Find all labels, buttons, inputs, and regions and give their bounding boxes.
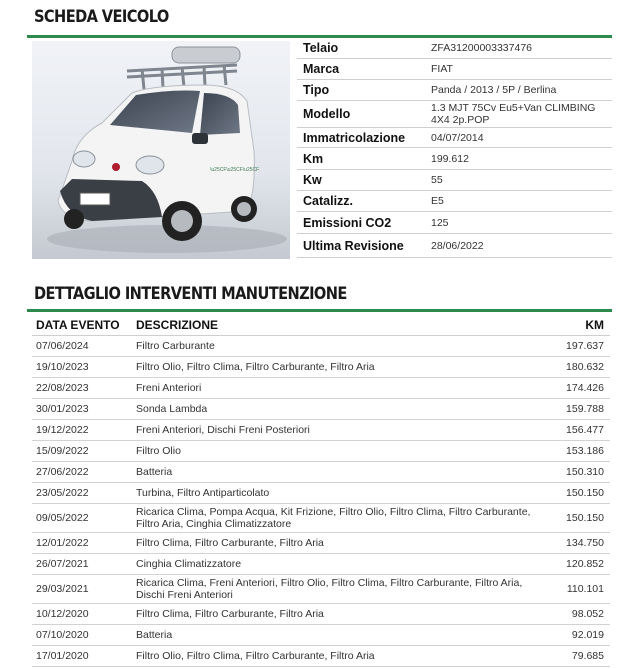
row-km: 120.852 [566,558,604,570]
row-description: Batteria [136,629,173,641]
table-row [32,604,610,625]
spec-label: Modello [303,107,351,121]
row-description: Freni Anteriori [136,382,202,394]
table-row [32,625,610,646]
row-date: 30/01/2023 [36,403,89,415]
row-description: Ricarica Clima, Freni Anteriori, Filtro Olio, Filtro Clima, Filtro Carburante, Filtro Aria, Dischi Freni Anteriori [136,577,523,601]
spec-label: Ultima Revisione [303,238,404,253]
table-row [32,441,610,462]
vehicle-spec-table [297,38,612,258]
spec-label: Km [303,151,324,166]
row-km: 180.632 [566,361,604,373]
row-date: 26/07/2021 [36,558,89,570]
row-date: 07/06/2024 [36,340,89,352]
spec-value: 55 [431,174,443,186]
row-description: Filtro Olio [136,445,181,457]
spec-label: Telaio [303,41,339,55]
row-date: 09/05/2022 [36,512,89,524]
spec-row-kw [297,170,612,191]
row-km: 92.019 [571,629,604,641]
row-date: 15/09/2022 [36,445,89,457]
row-description: Ricarica Clima, Pompa Acqua, Kit Frizione, Filtro Olio, Filtro Clima, Filtro Carburante, Filtro Aria, Cinghia Climatizzatore [136,506,531,530]
table-row [32,399,610,420]
row-description: Filtro Clima, Filtro Carburante, Filtro Aria [136,537,324,549]
row-date: 17/01/2020 [36,650,89,662]
header-description: DESCRIZIONE [136,317,219,332]
table-row [32,646,610,667]
spec-row-tipo [297,80,612,101]
spec-value: E5 [431,195,444,207]
row-description: Cinghia Climatizzatore [136,558,242,570]
spec-label: Kw [303,173,322,187]
header-km: KM [585,317,604,332]
row-description: Freni Anteriori, Dischi Freni Posteriori [136,424,310,436]
maintenance-table [32,314,610,667]
spec-row-immatricolazione [297,128,612,148]
spec-label: Immatricolazione [303,130,406,145]
row-km: 174.426 [566,382,604,394]
row-description: Filtro Olio, Filtro Clima, Filtro Carburante, Filtro Aria [136,650,375,662]
row-date: 19/10/2023 [36,361,89,373]
svg-text:\u25CF\u25CF\u25CF: \u25CF\u25CF\u25CF [210,167,260,173]
spec-row-telaio [297,38,612,59]
table-row [32,336,610,357]
spec-value: 04/07/2014 [431,131,484,144]
spec-label: Tipo [303,83,330,97]
spec-value: FIAT [431,63,453,75]
row-date: 29/03/2021 [36,583,89,595]
spec-label: Catalizz. [303,194,354,208]
spec-label: Marca [303,62,340,76]
spec-row-km [297,148,612,170]
row-km: 150.310 [566,466,604,478]
table-row [32,575,610,604]
spec-row-catalizz [297,191,612,212]
row-date: 19/12/2022 [36,424,89,436]
table-row [32,420,610,441]
row-description: Batteria [136,466,173,478]
table-header [32,314,610,336]
row-km: 98.052 [571,608,604,620]
row-km: 79.685 [571,650,604,662]
license-plate [80,193,110,205]
maintenance-section-title: DETTAGLIO INTERVENTI MANUTENZIONE [34,284,347,304]
row-description: Filtro Carburante [136,340,215,352]
row-km: 197.637 [566,340,604,352]
row-date: 22/08/2023 [36,382,89,394]
row-km: 110.101 [566,583,604,595]
vehicle-section-title: SCHEDA VEICOLO [34,7,169,27]
spec-value: 1.3 MJT 75Cv Eu5+Van CLIMBING 4X4 2p.POP [431,102,596,126]
maintenance-title-underline [27,309,612,312]
roof-tube [172,47,240,63]
row-km: 159.788 [566,403,604,415]
table-row [32,378,610,399]
spec-row-modello [297,101,612,128]
table-row [32,504,610,533]
table-row [32,483,610,504]
row-km: 150.150 [566,487,604,499]
spec-value: 125 [431,216,449,229]
table-row [32,357,610,378]
row-km: 156.477 [566,424,604,436]
spec-value: 199.612 [431,152,469,165]
row-description: Turbina, Filtro Antiparticolato [136,487,270,499]
row-description: Sonda Lambda [136,403,208,415]
row-description: Filtro Olio, Filtro Clima, Filtro Carburante, Filtro Aria [136,361,375,373]
vehicle-photo [32,41,290,259]
row-description: Filtro Clima, Filtro Carburante, Filtro Aria [136,608,324,620]
spec-row-revisione [297,234,612,258]
row-km: 150.150 [566,512,604,524]
row-km: 134.750 [566,537,604,549]
spec-value: 28/06/2022 [431,239,484,252]
spec-label: Emissioni CO2 [303,215,392,230]
spec-row-marca [297,59,612,80]
table-row [32,533,610,554]
table-row [32,462,610,483]
spec-value: Panda / 2013 / 5P / Berlina [431,84,557,96]
header-date: DATA EVENTO [36,317,120,332]
spec-value: ZFA31200003337476 [431,42,533,54]
row-date: 23/05/2022 [36,487,89,499]
row-date: 07/10/2020 [36,629,89,641]
row-date: 12/01/2022 [36,537,89,549]
row-km: 153.186 [566,445,604,457]
table-row [32,554,610,575]
row-date: 10/12/2020 [36,608,89,620]
row-date: 27/06/2022 [36,466,89,478]
spec-row-emissioni [297,212,612,234]
